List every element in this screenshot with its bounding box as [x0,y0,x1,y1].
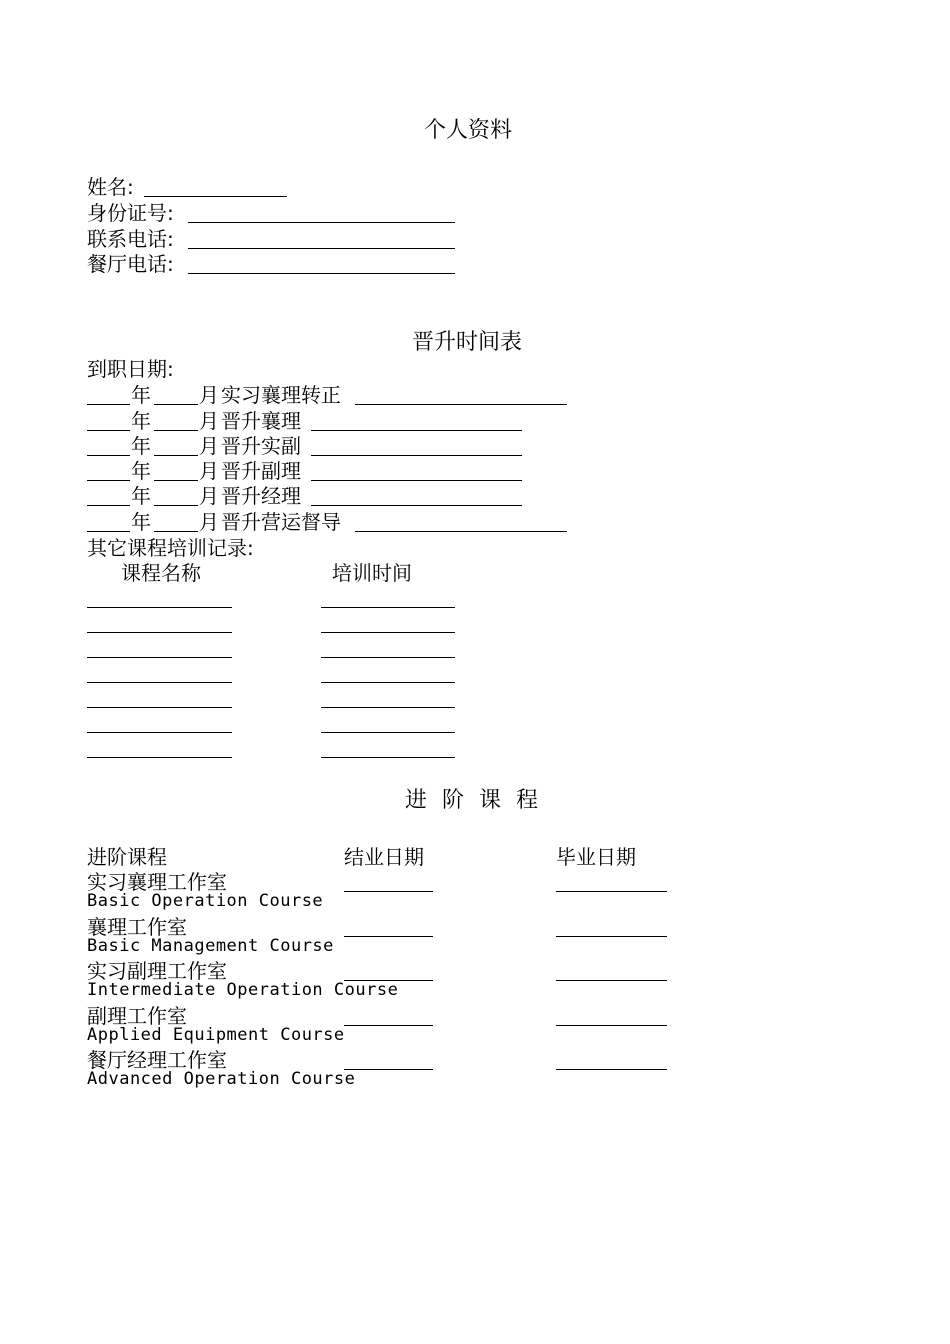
month-blank[interactable] [154,404,198,405]
promotion-date-field[interactable] [355,404,567,405]
month-blank[interactable] [154,455,198,456]
year-char: 年 [131,484,151,508]
training-time-field[interactable] [321,607,455,608]
advanced-courses-title: 进阶课程 [405,788,554,813]
training-time-field[interactable] [321,632,455,633]
id-number-label: 身份证号: [87,201,174,225]
promotion-item-label: 晋升副理 [221,459,301,483]
promotion-date-field[interactable] [311,480,522,481]
promotion-schedule-title: 晋升时间表 [412,330,523,355]
personal-info-title: 个人资料 [424,118,513,143]
completion-date-field[interactable] [344,936,433,937]
course-en-name: Advanced Operation Course [87,1069,356,1089]
course-name-field[interactable] [87,607,232,608]
course-name-field[interactable] [87,707,232,708]
course-cn-name: 副理工作室 [87,1004,187,1028]
start-date-label: 到职日期: [87,357,174,381]
course-name-field[interactable] [87,682,232,683]
promotion-date-field[interactable] [311,455,522,456]
course-name-field[interactable] [87,632,232,633]
month-char: 月 [199,434,219,458]
restaurant-phone-field[interactable] [188,273,455,274]
course-name-field[interactable] [87,757,232,758]
training-time-field[interactable] [321,757,455,758]
promotion-item-label: 实习襄理转正 [221,383,341,407]
course-cn-name: 襄理工作室 [87,915,187,939]
course-en-name: Basic Management Course [87,936,334,956]
other-training-label: 其它课程培训记录: [87,536,254,560]
promotion-item-label: 晋升襄理 [221,409,301,433]
year-char: 年 [131,409,151,433]
completion-date-field[interactable] [344,891,433,892]
year-char: 年 [131,383,151,407]
course-en-name: Intermediate Operation Course [87,980,399,1000]
graduation-date-field[interactable] [556,980,667,981]
graduation-date-field[interactable] [556,1069,667,1070]
promotion-date-field[interactable] [311,505,522,506]
completion-date-field[interactable] [344,1025,433,1026]
name-field[interactable] [144,196,287,197]
promotion-item-label: 晋升经理 [221,484,301,508]
year-blank[interactable] [87,430,130,431]
month-char: 月 [199,383,219,407]
month-blank[interactable] [154,505,198,506]
completion-date-header: 结业日期 [344,845,424,869]
year-blank[interactable] [87,480,130,481]
promotion-date-field[interactable] [311,430,522,431]
year-char: 年 [131,510,151,534]
advanced-course-header: 进阶课程 [87,845,167,869]
course-en-name: Applied Equipment Course [87,1025,345,1045]
course-cn-name: 餐厅经理工作室 [87,1048,227,1072]
year-blank[interactable] [87,531,130,532]
training-time-field[interactable] [321,732,455,733]
training-time-field[interactable] [321,657,455,658]
course-name-field[interactable] [87,657,232,658]
contact-phone-field[interactable] [188,248,455,249]
month-blank[interactable] [154,430,198,431]
month-char: 月 [199,484,219,508]
completion-date-field[interactable] [344,980,433,981]
month-char: 月 [199,510,219,534]
name-label: 姓名: [87,175,134,199]
promotion-item-label: 晋升实副 [221,434,301,458]
month-char: 月 [199,459,219,483]
year-blank[interactable] [87,455,130,456]
course-name-header: 课程名称 [121,561,201,585]
training-time-header: 培训时间 [332,561,412,585]
id-number-field[interactable] [188,222,455,223]
year-blank[interactable] [87,505,130,506]
course-cn-name: 实习副理工作室 [87,959,227,983]
month-blank[interactable] [154,531,198,532]
graduation-date-field[interactable] [556,1025,667,1026]
promotion-item-label: 晋升营运督导 [221,510,341,534]
year-char: 年 [131,459,151,483]
completion-date-field[interactable] [344,1069,433,1070]
contact-phone-label: 联系电话: [87,227,174,251]
training-time-field[interactable] [321,707,455,708]
restaurant-phone-label: 餐厅电话: [87,252,174,276]
course-en-name: Basic Operation Course [87,891,324,911]
graduation-date-header: 毕业日期 [556,845,636,869]
course-name-field[interactable] [87,732,232,733]
graduation-date-field[interactable] [556,891,667,892]
training-time-field[interactable] [321,682,455,683]
year-blank[interactable] [87,404,130,405]
promotion-date-field[interactable] [355,531,567,532]
year-char: 年 [131,434,151,458]
month-blank[interactable] [154,480,198,481]
graduation-date-field[interactable] [556,936,667,937]
month-char: 月 [199,409,219,433]
course-cn-name: 实习襄理工作室 [87,870,227,894]
